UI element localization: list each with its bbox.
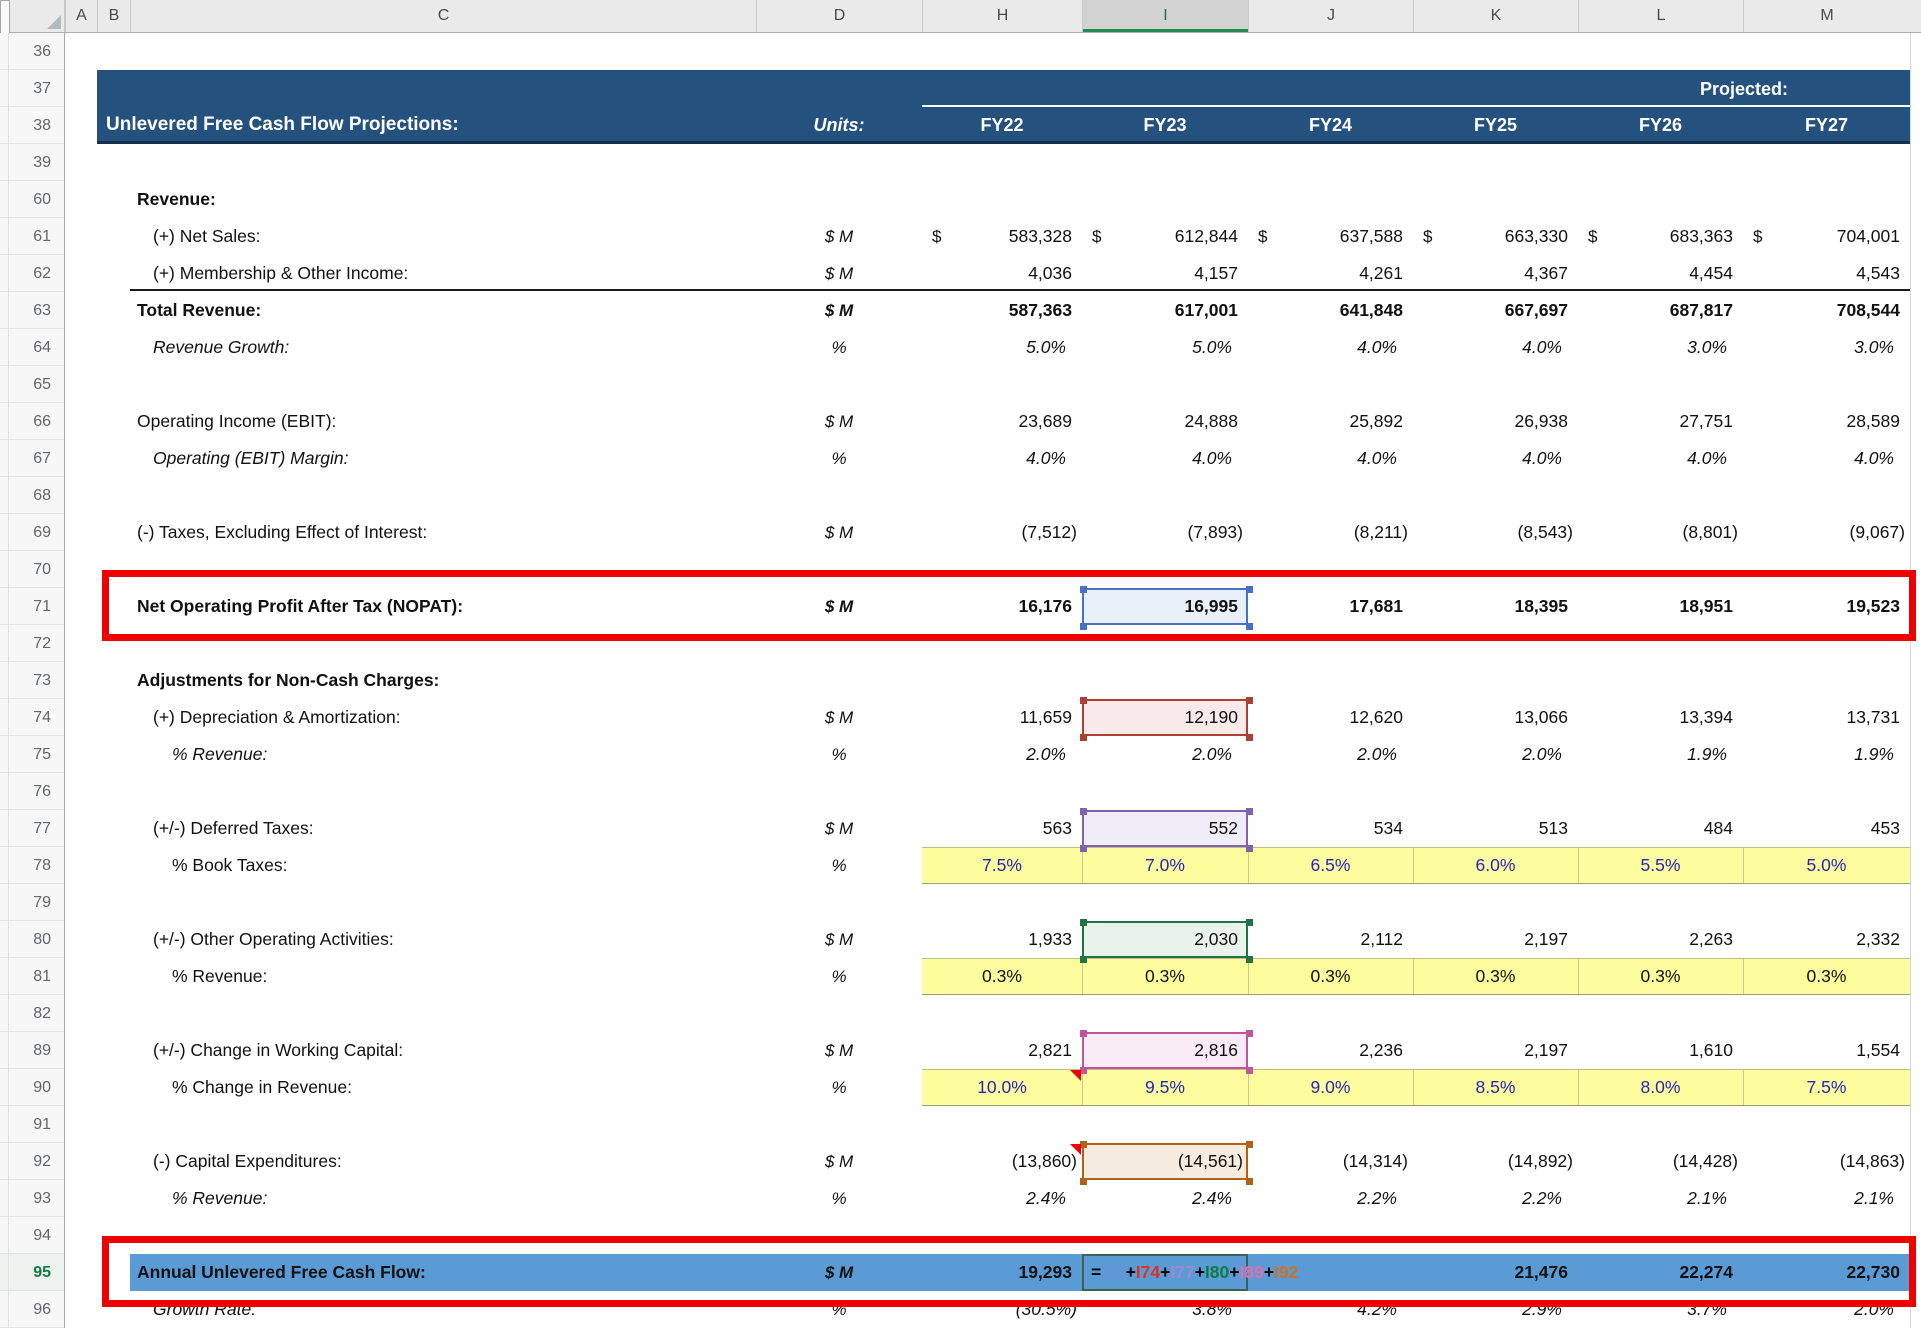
column-header-J[interactable]: J xyxy=(1248,0,1413,32)
row-label-69: (-) Taxes, Excluding Effect of Interest: xyxy=(137,522,428,542)
row-header-65[interactable]: 65 xyxy=(0,366,64,403)
cell-M93[interactable]: 2.1% xyxy=(1854,1188,1894,1208)
cell-M64[interactable]: 3.0% xyxy=(1854,337,1894,357)
row-label-81: % Revenue: xyxy=(172,966,268,986)
row-header-76[interactable]: 76 xyxy=(0,773,64,810)
row-header-39[interactable]: 39 xyxy=(0,144,64,181)
row-header-71[interactable]: 71 xyxy=(0,588,64,625)
cell-J77[interactable]: 534 xyxy=(1373,818,1403,838)
unit-62: $ M xyxy=(824,264,854,283)
units-column-label: Units: xyxy=(813,115,865,135)
cell-L96[interactable]: 3.7% xyxy=(1687,1299,1727,1319)
row-header-64[interactable]: 64 xyxy=(0,329,64,366)
cell-J71[interactable]: 17,681 xyxy=(1349,596,1403,616)
row-label-60: Revenue: xyxy=(137,189,216,209)
cell-H96[interactable]: (30.5%) xyxy=(1015,1299,1077,1319)
cell-L90[interactable]: 8.0% xyxy=(1640,1077,1681,1097)
formula-part: I92 xyxy=(1274,1262,1299,1282)
cell-K95[interactable]: 21,476 xyxy=(1514,1262,1568,1282)
cell-I77[interactable]: 552 xyxy=(1208,818,1238,838)
row-label-93: % Revenue: xyxy=(172,1188,268,1208)
row-header-92[interactable]: 92 xyxy=(0,1143,64,1180)
cell-K66[interactable]: 26,938 xyxy=(1514,411,1568,431)
cell-J90[interactable]: 9.0% xyxy=(1310,1077,1351,1097)
row-header-36[interactable]: 36 xyxy=(0,33,64,70)
cell-L63[interactable]: 687,817 xyxy=(1669,300,1733,320)
cell-K63[interactable]: 667,697 xyxy=(1504,300,1568,320)
cell-M92[interactable]: (14,863) xyxy=(1839,1151,1905,1171)
row-label-77: (+/-) Deferred Taxes: xyxy=(153,818,314,838)
row-header-79[interactable]: 79 xyxy=(0,884,64,921)
cell-J61[interactable]: 637,588 xyxy=(1339,226,1403,246)
cell-M95[interactable]: 22,730 xyxy=(1846,1262,1900,1282)
row-label-64: Revenue Growth: xyxy=(153,337,290,357)
cell-J78[interactable]: 6.5% xyxy=(1310,855,1351,875)
cell-M61[interactable]: 704,001 xyxy=(1836,226,1900,246)
cell-L78[interactable]: 5.5% xyxy=(1640,855,1681,875)
pane-divider xyxy=(8,33,9,1328)
cell-L64[interactable]: 3.0% xyxy=(1687,337,1727,357)
row-header-75[interactable]: 75 xyxy=(0,736,64,773)
row-header-81[interactable]: 81 xyxy=(0,958,64,995)
column-header-H[interactable]: H xyxy=(922,0,1082,32)
year-header-FY22: FY22 xyxy=(980,115,1024,135)
cell-L89[interactable]: 1,610 xyxy=(1689,1040,1733,1060)
unit-61: $ M xyxy=(824,227,854,246)
row-header-78[interactable]: 78 xyxy=(0,847,64,884)
cell-K64[interactable]: 4.0% xyxy=(1522,337,1562,357)
cell-L80[interactable]: 2,263 xyxy=(1689,929,1733,949)
cell-H77[interactable]: 563 xyxy=(1042,818,1072,838)
row-header-72[interactable]: 72 xyxy=(0,625,64,662)
cell-H81[interactable]: 0.3% xyxy=(982,966,1022,986)
row-header-90[interactable]: 90 xyxy=(0,1069,64,1106)
cell-K62[interactable]: 4,367 xyxy=(1524,263,1568,283)
cell-H80[interactable]: 1,933 xyxy=(1028,929,1072,949)
cell-H62[interactable]: 4,036 xyxy=(1028,263,1072,283)
currency-symbol: $ xyxy=(1588,227,1598,246)
unit-63: $ M xyxy=(824,301,854,320)
formula-part: I77 xyxy=(1170,1262,1195,1282)
column-header-M[interactable]: M xyxy=(1743,0,1910,32)
review-highlight-row-95 xyxy=(102,1236,1916,1307)
cell-K74[interactable]: 13,066 xyxy=(1514,707,1568,727)
year-header-FY26: FY26 xyxy=(1638,115,1683,135)
cell-H93[interactable]: 2.4% xyxy=(1026,1188,1066,1208)
formula-part: + xyxy=(1229,1262,1240,1282)
formula-part: I89 xyxy=(1239,1262,1264,1282)
cell-M62[interactable]: 4,543 xyxy=(1856,263,1900,283)
row-label-66: Operating Income (EBIT): xyxy=(137,411,337,431)
row-header-77[interactable]: 77 xyxy=(0,810,64,847)
active-cell-formula[interactable] xyxy=(1082,1254,1299,1291)
cell-I96[interactable]: 3.8% xyxy=(1192,1299,1232,1319)
row-label-73: Adjustments for Non-Cash Charges: xyxy=(137,670,440,690)
column-header-B[interactable]: B xyxy=(97,0,130,32)
unit-96: % xyxy=(831,1300,847,1319)
cell-J93[interactable]: 2.2% xyxy=(1357,1188,1397,1208)
cell-M69[interactable]: (9,067) xyxy=(1849,522,1905,542)
table-header-band xyxy=(97,70,1910,142)
row-header-67[interactable]: 67 xyxy=(0,440,64,477)
row-header-gutter xyxy=(0,33,65,1328)
currency-symbol: $ xyxy=(1423,227,1433,246)
cell-H90[interactable]: 10.0% xyxy=(977,1077,1027,1097)
cell-L61[interactable]: 683,363 xyxy=(1669,226,1733,246)
cell-I90[interactable]: 9.5% xyxy=(1145,1077,1185,1097)
row-header-96[interactable]: 96 xyxy=(0,1291,64,1328)
unit-80: $ M xyxy=(824,930,854,949)
currency-symbol: $ xyxy=(1258,227,1268,246)
unit-71: $ M xyxy=(824,597,854,616)
row-label-92: (-) Capital Expenditures: xyxy=(153,1151,342,1171)
cell-J74[interactable]: 12,620 xyxy=(1349,707,1403,727)
cell-I61[interactable]: 612,844 xyxy=(1174,226,1238,246)
row-header-68[interactable]: 68 xyxy=(0,477,64,514)
currency-symbol: $ xyxy=(932,227,942,246)
projected-label: Projected: xyxy=(1699,79,1789,99)
row-header-69[interactable]: 69 xyxy=(0,514,64,551)
cell-J63[interactable]: 641,848 xyxy=(1339,300,1403,320)
row-header-73[interactable]: 73 xyxy=(0,662,64,699)
cell-J64[interactable]: 4.0% xyxy=(1357,337,1397,357)
row-label-96: Growth Rate: xyxy=(153,1299,257,1319)
cell-H78[interactable]: 7.5% xyxy=(982,855,1022,875)
comment-indicator-H92 xyxy=(1070,1144,1081,1155)
row-label-80: (+/-) Other Operating Activities: xyxy=(153,929,394,949)
row-header-95[interactable]: 95 xyxy=(0,1254,64,1291)
column-header-I[interactable]: I xyxy=(1082,0,1248,32)
row-label-63: Total Revenue: xyxy=(137,300,262,320)
cell-M90[interactable]: 7.5% xyxy=(1806,1077,1847,1097)
cell-K81[interactable]: 0.3% xyxy=(1475,966,1516,986)
cell-I63[interactable]: 617,001 xyxy=(1174,300,1238,320)
cell-H75[interactable]: 2.0% xyxy=(1026,744,1066,764)
cell-I67[interactable]: 4.0% xyxy=(1192,448,1232,468)
year-header-FY23: FY23 xyxy=(1143,115,1187,135)
row-header-82[interactable]: 82 xyxy=(0,995,64,1032)
unit-67: % xyxy=(831,449,847,468)
cell-L92[interactable]: (14,428) xyxy=(1672,1151,1738,1171)
cell-K96[interactable]: 2.9% xyxy=(1522,1299,1562,1319)
cell-H89[interactable]: 2,821 xyxy=(1028,1040,1072,1060)
cell-I71[interactable]: 16,995 xyxy=(1184,596,1238,616)
cell-K71[interactable]: 18,395 xyxy=(1514,596,1568,616)
cell-H92[interactable]: (13,860) xyxy=(1011,1151,1077,1171)
row-label-62: (+) Membership & Other Income: xyxy=(153,263,409,283)
cell-K89[interactable]: 2,197 xyxy=(1524,1040,1568,1060)
cell-K69[interactable]: (8,543) xyxy=(1517,522,1573,542)
cell-L81[interactable]: 0.3% xyxy=(1640,966,1681,986)
year-header-FY25: FY25 xyxy=(1473,115,1518,135)
cell-H71[interactable]: 16,176 xyxy=(1018,596,1072,616)
cell-J92[interactable]: (14,314) xyxy=(1342,1151,1408,1171)
cell-J96[interactable]: 4.2% xyxy=(1357,1299,1397,1319)
cell-I74[interactable]: 12,190 xyxy=(1184,707,1238,727)
row-label-78: % Book Taxes: xyxy=(172,855,288,875)
cell-J80[interactable]: 2,112 xyxy=(1360,929,1403,949)
cell-J75[interactable]: 2.0% xyxy=(1357,744,1397,764)
cell-M63[interactable]: 708,544 xyxy=(1836,300,1900,320)
cell-I81[interactable]: 0.3% xyxy=(1145,966,1185,986)
formula-part: + xyxy=(1160,1262,1171,1282)
cell-M71[interactable]: 19,523 xyxy=(1846,596,1900,616)
cell-J81[interactable]: 0.3% xyxy=(1310,966,1351,986)
formula-part: I71 xyxy=(1101,1262,1126,1282)
column-header-A[interactable]: A xyxy=(65,0,97,32)
row-header-91[interactable]: 91 xyxy=(0,1106,64,1143)
column-header-strip xyxy=(0,0,1921,33)
currency-symbol: $ xyxy=(1753,227,1763,246)
cell-I93[interactable]: 2.4% xyxy=(1192,1188,1232,1208)
column-header-D[interactable]: D xyxy=(756,0,922,32)
cell-J62[interactable]: 4,261 xyxy=(1359,263,1403,283)
table-title: Unlevered Free Cash Flow Projections: xyxy=(106,114,459,135)
cell-M74[interactable]: 13,731 xyxy=(1846,707,1900,727)
cell-L75[interactable]: 1.9% xyxy=(1687,744,1727,764)
row-header-62[interactable]: 62 xyxy=(0,255,64,292)
comment-indicator-H90 xyxy=(1070,1070,1081,1081)
cell-H69[interactable]: (7,512) xyxy=(1021,522,1077,542)
namebox-edge xyxy=(0,0,10,36)
row-header-89[interactable]: 89 xyxy=(0,1032,64,1069)
unit-95: $ M xyxy=(824,1263,854,1282)
cell-L67[interactable]: 4.0% xyxy=(1687,448,1727,468)
column-header-L[interactable]: L xyxy=(1578,0,1743,32)
gridline xyxy=(1910,33,1911,1328)
row-header-38[interactable]: 38 xyxy=(0,107,64,144)
row-header-37[interactable]: 37 xyxy=(0,70,64,107)
row-label-67: Operating (EBIT) Margin: xyxy=(153,448,349,468)
cell-J66[interactable]: 25,892 xyxy=(1349,411,1403,431)
cell-K75[interactable]: 2.0% xyxy=(1522,744,1562,764)
unit-92: $ M xyxy=(824,1152,854,1171)
row-header-94[interactable]: 94 xyxy=(0,1217,64,1254)
cell-I66[interactable]: 24,888 xyxy=(1184,411,1238,431)
row-label-74: (+) Depreciation & Amortization: xyxy=(153,707,401,727)
row-label-95: Annual Unlevered Free Cash Flow: xyxy=(137,1262,426,1282)
row-label-75: % Revenue: xyxy=(172,744,268,764)
unit-78: % xyxy=(831,856,847,875)
cell-L71[interactable]: 18,951 xyxy=(1679,596,1733,616)
cell-L95[interactable]: 22,274 xyxy=(1679,1262,1733,1282)
cell-I75[interactable]: 2.0% xyxy=(1192,744,1232,764)
cell-M67[interactable]: 4.0% xyxy=(1854,448,1894,468)
review-highlight-row-71 xyxy=(102,570,1916,641)
cell-L74[interactable]: 13,394 xyxy=(1679,707,1733,727)
unit-69: $ M xyxy=(824,523,854,542)
row-header-63[interactable]: 63 xyxy=(0,292,64,329)
row-label-61: (+) Net Sales: xyxy=(153,226,261,246)
column-header-K[interactable]: K xyxy=(1413,0,1578,32)
row-header-60[interactable]: 60 xyxy=(0,181,64,218)
cell-M81[interactable]: 0.3% xyxy=(1806,966,1847,986)
formula-part: I74 xyxy=(1135,1262,1161,1282)
cell-M75[interactable]: 1.9% xyxy=(1854,744,1894,764)
column-header-C[interactable]: C xyxy=(130,0,756,32)
select-all-corner[interactable] xyxy=(10,0,65,32)
cell-K61[interactable]: 663,330 xyxy=(1504,226,1568,246)
cell-I92[interactable]: (14,561) xyxy=(1177,1151,1243,1171)
cell-K78[interactable]: 6.0% xyxy=(1475,855,1516,875)
cell-I80[interactable]: 2,030 xyxy=(1194,929,1238,949)
cell-I62[interactable]: 4,157 xyxy=(1194,263,1238,283)
cell-J89[interactable]: 2,236 xyxy=(1359,1040,1403,1060)
row-header-74[interactable]: 74 xyxy=(0,699,64,736)
unit-89: $ M xyxy=(824,1041,854,1060)
cell-L66[interactable]: 27,751 xyxy=(1679,411,1733,431)
cell-L77[interactable]: 484 xyxy=(1703,818,1733,838)
cell-L69[interactable]: (8,801) xyxy=(1682,522,1738,542)
cell-M89[interactable]: 1,554 xyxy=(1856,1040,1900,1060)
unit-74: $ M xyxy=(824,708,854,727)
formula-part: I80 xyxy=(1204,1262,1230,1282)
cell-H64[interactable]: 5.0% xyxy=(1026,337,1066,357)
select-all-triangle-icon xyxy=(47,15,61,29)
row-label-89: (+/-) Change in Working Capital: xyxy=(153,1040,404,1060)
unit-90: % xyxy=(831,1078,847,1097)
unit-77: $ M xyxy=(824,819,854,838)
cell-J67[interactable]: 4.0% xyxy=(1357,448,1397,468)
cell-H63[interactable]: 587,363 xyxy=(1008,300,1072,320)
cell-K80[interactable]: 2,197 xyxy=(1524,929,1568,949)
cell-K93[interactable]: 2.2% xyxy=(1522,1188,1562,1208)
unit-66: $ M xyxy=(824,412,854,431)
cell-H95[interactable]: 19,293 xyxy=(1018,1262,1072,1282)
row-header-61[interactable]: 61 xyxy=(0,218,64,255)
formula-part: + xyxy=(1263,1262,1275,1282)
cell-M66[interactable]: 28,589 xyxy=(1846,411,1900,431)
cell-I69[interactable]: (7,893) xyxy=(1187,522,1243,542)
header-band-bottom-border xyxy=(97,141,1910,144)
row-label-71: Net Operating Profit After Tax (NOPAT): xyxy=(137,596,464,616)
formula-part: = xyxy=(1091,1262,1102,1282)
cell-K90[interactable]: 8.5% xyxy=(1475,1077,1516,1097)
cell-M96[interactable]: 2.0% xyxy=(1854,1299,1894,1319)
cell-K92[interactable]: (14,892) xyxy=(1507,1151,1573,1171)
cell-I78[interactable]: 7.0% xyxy=(1145,855,1185,875)
unit-93: % xyxy=(831,1189,847,1208)
row-header-66[interactable]: 66 xyxy=(0,403,64,440)
formula-part: + xyxy=(1125,1262,1136,1282)
year-header-FY27: FY27 xyxy=(1804,115,1849,135)
currency-symbol: $ xyxy=(1092,227,1102,246)
cell-K67[interactable]: 4.0% xyxy=(1522,448,1562,468)
cell-J69[interactable]: (8,211) xyxy=(1353,522,1408,542)
row-header-80[interactable]: 80 xyxy=(0,921,64,958)
cell-I64[interactable]: 5.0% xyxy=(1192,337,1232,357)
cell-L93[interactable]: 2.1% xyxy=(1687,1188,1727,1208)
row-header-70[interactable]: 70 xyxy=(0,551,64,588)
cell-I89[interactable]: 2,816 xyxy=(1194,1040,1238,1060)
cell-H74[interactable]: 11,659 xyxy=(1019,707,1072,727)
cell-K77[interactable]: 513 xyxy=(1538,818,1568,838)
row-header-93[interactable]: 93 xyxy=(0,1180,64,1217)
row-label-90: % Change in Revenue: xyxy=(172,1077,352,1097)
formula-text xyxy=(1091,1256,1298,1289)
unit-64: % xyxy=(831,338,847,357)
unit-81: % xyxy=(831,967,847,986)
cell-H67[interactable]: 4.0% xyxy=(1026,448,1066,468)
formula-part: + xyxy=(1194,1262,1205,1282)
cell-L62[interactable]: 4,454 xyxy=(1689,263,1733,283)
year-header-FY24: FY24 xyxy=(1308,115,1353,135)
unit-75: % xyxy=(831,745,847,764)
cell-H61[interactable]: 583,328 xyxy=(1008,226,1072,246)
cell-H66[interactable]: 23,689 xyxy=(1018,411,1072,431)
cell-M77[interactable]: 453 xyxy=(1870,818,1900,838)
cell-M80[interactable]: 2,332 xyxy=(1856,929,1900,949)
cell-M78[interactable]: 5.0% xyxy=(1806,855,1847,875)
